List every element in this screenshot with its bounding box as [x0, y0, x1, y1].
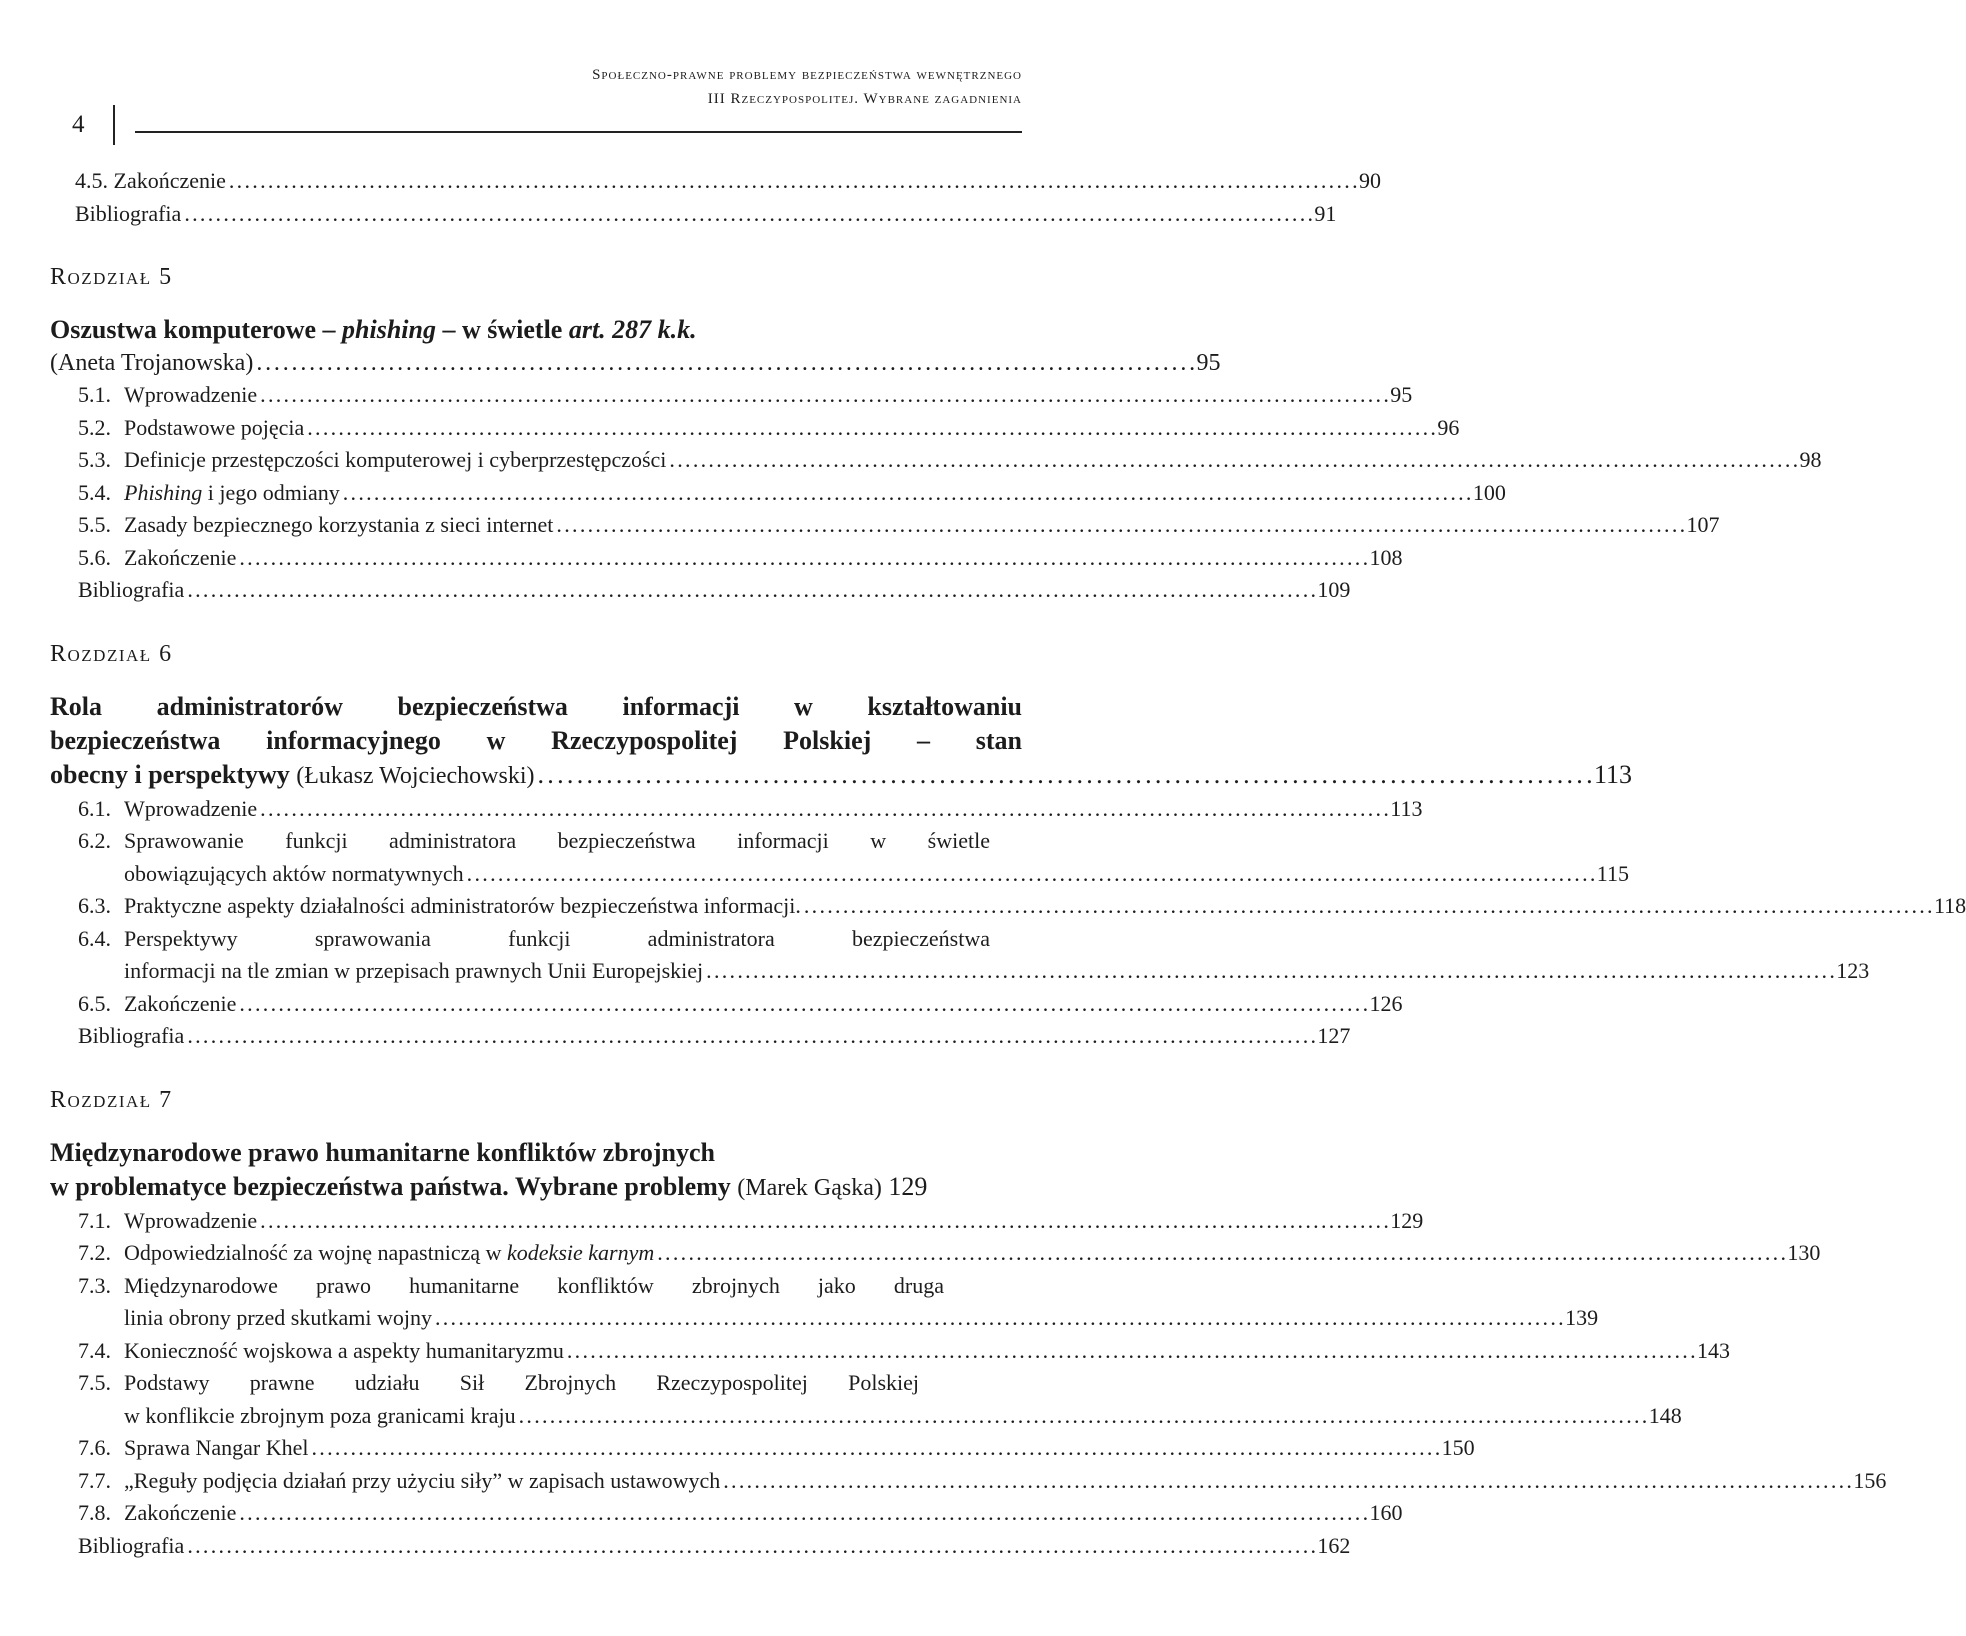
- toc-entry: [50, 1367, 1682, 1432]
- leader-dots: [312, 1432, 1439, 1465]
- entry-number: 7.3.: [78, 1272, 111, 1298]
- entry-title: Zakończenie: [124, 544, 237, 570]
- leader-dots: [184, 198, 1311, 231]
- chapter-title-part: obecny i perspektywy: [50, 759, 290, 789]
- leader-dots: [239, 542, 1366, 575]
- header-rule: [135, 131, 1022, 133]
- leader-dots: [723, 1465, 1850, 1498]
- leader-dots: [706, 955, 1833, 988]
- entry-page: 126: [1369, 990, 1403, 1016]
- chapter-title: [50, 1136, 1022, 1205]
- entry-number: 5.1.: [78, 382, 111, 407]
- chapter-title-line: [50, 758, 1633, 793]
- entry-title: Zakończenie: [124, 990, 237, 1016]
- entry-title: obowiązujących aktów normatywnych: [124, 860, 464, 886]
- entry-number: 5.6.: [78, 544, 111, 570]
- entry-number: 7.5.: [78, 1370, 111, 1395]
- entry-title: Zasady bezpiecznego korzystania z sieci internet: [124, 512, 554, 537]
- chapter-label: Rozdział 7: [50, 1086, 173, 1113]
- chapter-title-part: phishing: [342, 315, 436, 344]
- entry-page: 91: [1314, 200, 1337, 226]
- entry-page: 160: [1369, 1500, 1403, 1525]
- chapter-author-line: [50, 347, 1221, 379]
- leader-dots: [538, 758, 1592, 792]
- entry-page: 129: [1390, 1207, 1424, 1233]
- entry-page: 113: [1390, 795, 1423, 821]
- leader-dots: [669, 444, 1796, 477]
- entry-title: i jego odmiany: [202, 479, 340, 505]
- toc-entry: [50, 988, 1403, 1021]
- entry-page: 118: [1933, 893, 1966, 918]
- entry-title: Bibliografia: [78, 577, 185, 602]
- entry-number: 5.2.: [78, 414, 111, 440]
- toc-entry: [50, 1497, 1403, 1530]
- entry-title: Sprawa Nangar Khel: [124, 1435, 309, 1460]
- toc-entry: [50, 542, 1403, 575]
- entry-title: Konieczność wojskowa a aspekty humanitaryzmu: [124, 1337, 564, 1363]
- entry-number: 5.5.: [78, 512, 111, 537]
- running-title-line1: Społeczno-prawne problemy bezpieczeństwa wewnętrznego: [592, 67, 1022, 83]
- toc-entry: [50, 923, 1870, 988]
- entry-page: 130: [1787, 1240, 1821, 1265]
- leader-dots: [467, 858, 1594, 891]
- chapter-author: (Łukasz Wojciechowski): [296, 762, 535, 789]
- entry-title: Wprowadzenie: [124, 382, 258, 407]
- entry-page: 123: [1836, 958, 1870, 983]
- entry-title: Podstawowe pojęcia: [124, 414, 305, 440]
- leader-dots: [567, 1335, 1694, 1368]
- entry-title-italic: kodeksie karnym: [507, 1240, 655, 1265]
- toc-entry: [50, 890, 1966, 923]
- leader-dots: [307, 412, 1434, 445]
- toc-entry: [50, 793, 1423, 826]
- leader-dots: [260, 379, 1387, 412]
- entry-title: Praktyczne aspekty działalności administratorów bezpieczeństwa informacji.: [124, 893, 801, 918]
- entry-number: 4.5.: [75, 168, 108, 193]
- leader-dots: [343, 477, 1470, 510]
- entry-number: 7.8.: [78, 1500, 111, 1525]
- leader-dots: [657, 1237, 1784, 1270]
- leader-dots: [519, 1400, 1646, 1433]
- leader-dots: [239, 1497, 1366, 1530]
- chapter-page: 129: [888, 1171, 928, 1201]
- entry-number: 7.6.: [78, 1435, 111, 1460]
- chapter-author: (Aneta Trojanowska): [50, 350, 254, 376]
- chapter-title-line: Międzynarodowe prawo humanitarne konfliktów zbrojnych: [50, 1137, 715, 1167]
- leader-dots: [187, 574, 1314, 607]
- entry-title: Bibliografia: [75, 200, 182, 226]
- entry-title: Wprowadzenie: [124, 1207, 258, 1233]
- chapter-page: 113: [1594, 759, 1633, 789]
- leader-dots: [260, 1205, 1387, 1238]
- chapter-title-line: bezpieczeństwa informacyjnego w Rzeczypospolitej Polskiej – stan: [50, 725, 1022, 755]
- chapter-label: Rozdział 6: [50, 640, 173, 667]
- toc-entry: [50, 1237, 1821, 1270]
- entry-title-line: Podstawy prawne udziału Sił Zbrojnych Rzeczypospolitej Polskiej: [124, 1370, 919, 1395]
- toc-entry: [50, 509, 1720, 542]
- leader-dots: [804, 890, 1931, 923]
- toc-entry: [50, 1530, 1351, 1563]
- chapter-author: (Marek Gąska): [737, 1174, 882, 1201]
- toc-entry: [50, 1270, 1599, 1335]
- leader-dots: [187, 1530, 1314, 1563]
- leader-dots: [260, 793, 1387, 826]
- chapter-title: [50, 313, 1022, 347]
- entry-title: Zakończenie: [113, 168, 226, 193]
- chapter-label: Rozdział 5: [50, 264, 173, 290]
- leader-dots: [187, 1020, 1314, 1053]
- entry-number: 6.5.: [78, 990, 111, 1016]
- entry-title-line: Międzynarodowe prawo humanitarne konfliktów zbrojnych jako druga: [124, 1272, 944, 1298]
- entry-number: 6.3.: [78, 893, 111, 918]
- entry-number: 6.2.: [78, 828, 111, 853]
- entry-page: 139: [1565, 1305, 1599, 1330]
- entry-page: 115: [1596, 860, 1629, 886]
- entry-page: 127: [1317, 1023, 1351, 1048]
- entry-page: 156: [1853, 1467, 1887, 1493]
- chapter-title-line: Rola administratorów bezpieczeństwa informacji w kształtowaniu: [50, 691, 1022, 721]
- entry-page: 96: [1437, 414, 1460, 440]
- entry-title: w konflikcie zbrojnym poza granicami kraju: [124, 1402, 516, 1428]
- chapter-page: 95: [1196, 350, 1221, 376]
- entry-title: Bibliografia: [78, 1532, 185, 1558]
- entry-title: Bibliografia: [78, 1023, 185, 1048]
- leader-dots: [556, 509, 1683, 542]
- entry-number: 5.3.: [78, 447, 111, 472]
- entry-page: 90: [1358, 168, 1381, 193]
- toc-entry: [50, 165, 1381, 198]
- entry-number: 7.4.: [78, 1337, 111, 1363]
- toc-entry: [50, 198, 1337, 231]
- chapter-title-part: – w świetle: [435, 315, 569, 344]
- toc-entry: [50, 1465, 1887, 1498]
- toc-entry: [50, 825, 1629, 890]
- chapter-title-line: [50, 1170, 1022, 1205]
- page-header: [50, 55, 1022, 137]
- toc-entry: [50, 1335, 1730, 1368]
- page-number-divider: [113, 105, 115, 145]
- page-number: 4: [72, 111, 85, 138]
- entry-number: 5.4.: [78, 479, 111, 505]
- leader-dots: [229, 165, 1356, 198]
- running-title-line2: III Rzeczypospolitej. Wybrane zagadnienia: [707, 91, 1022, 107]
- entry-title-line: Sprawowanie funkcji administratora bezpieczeństwa informacji w świetle: [124, 828, 990, 853]
- entry-page: 98: [1799, 447, 1822, 472]
- entry-page: 100: [1472, 479, 1506, 505]
- entry-page: 107: [1686, 512, 1720, 537]
- chapter-title-part: w problematyce bezpieczeństwa państwa. Wybrane problemy: [50, 1171, 731, 1201]
- entry-number: 6.1.: [78, 795, 111, 821]
- chapter-title: [50, 690, 1633, 793]
- entry-page: 148: [1648, 1402, 1682, 1428]
- entry-title: Wprowadzenie: [124, 795, 258, 821]
- leader-dots: [239, 988, 1366, 1021]
- entry-title: informacji na tle zmian w przepisach prawnych Unii Europejskiej: [124, 958, 704, 983]
- entry-title: linia obrony przed skutkami wojny: [124, 1305, 432, 1330]
- entry-title-line: Perspektywy sprawowania funkcji administratora bezpieczeństwa: [124, 925, 990, 951]
- entry-page: 143: [1696, 1337, 1730, 1363]
- entry-title: Odpowiedzialność za wojnę napastniczą w: [124, 1240, 508, 1265]
- chapter-title-part: Oszustwa komputerowe –: [50, 315, 343, 344]
- toc-entry: [50, 379, 1413, 412]
- toc-entry: [50, 574, 1351, 607]
- entry-page: 162: [1317, 1532, 1351, 1558]
- toc-entry: [50, 444, 1822, 477]
- toc-entry: [50, 412, 1460, 445]
- chapter-title-part: art. 287 k.k.: [568, 315, 697, 344]
- toc-entry: [50, 1020, 1351, 1053]
- toc-entry: [50, 1205, 1424, 1238]
- entry-title: Zakończenie: [124, 1500, 237, 1525]
- toc-entry: [50, 477, 1506, 510]
- entry-title: Definicje przestępczości komputerowej i cyberprzestępczości: [124, 447, 667, 472]
- entry-page: 108: [1369, 544, 1403, 570]
- leader-dots: [256, 347, 1193, 379]
- entry-title-italic: Phishing: [124, 479, 203, 505]
- toc-entry: [50, 1432, 1475, 1465]
- entry-page: 150: [1441, 1435, 1475, 1460]
- entry-title: „Reguły podjęcia działań przy użyciu siły” w zapisach ustawowych: [124, 1467, 721, 1493]
- entry-number: 6.4.: [78, 925, 111, 951]
- entry-page: 95: [1390, 382, 1413, 407]
- entry-number: 7.1.: [78, 1207, 111, 1233]
- entry-page: 109: [1317, 577, 1351, 602]
- entry-number: 7.2.: [78, 1240, 111, 1265]
- running-title: [592, 63, 1022, 111]
- entry-number: 7.7.: [78, 1467, 111, 1493]
- table-of-contents: [50, 165, 1966, 1562]
- leader-dots: [435, 1302, 1562, 1335]
